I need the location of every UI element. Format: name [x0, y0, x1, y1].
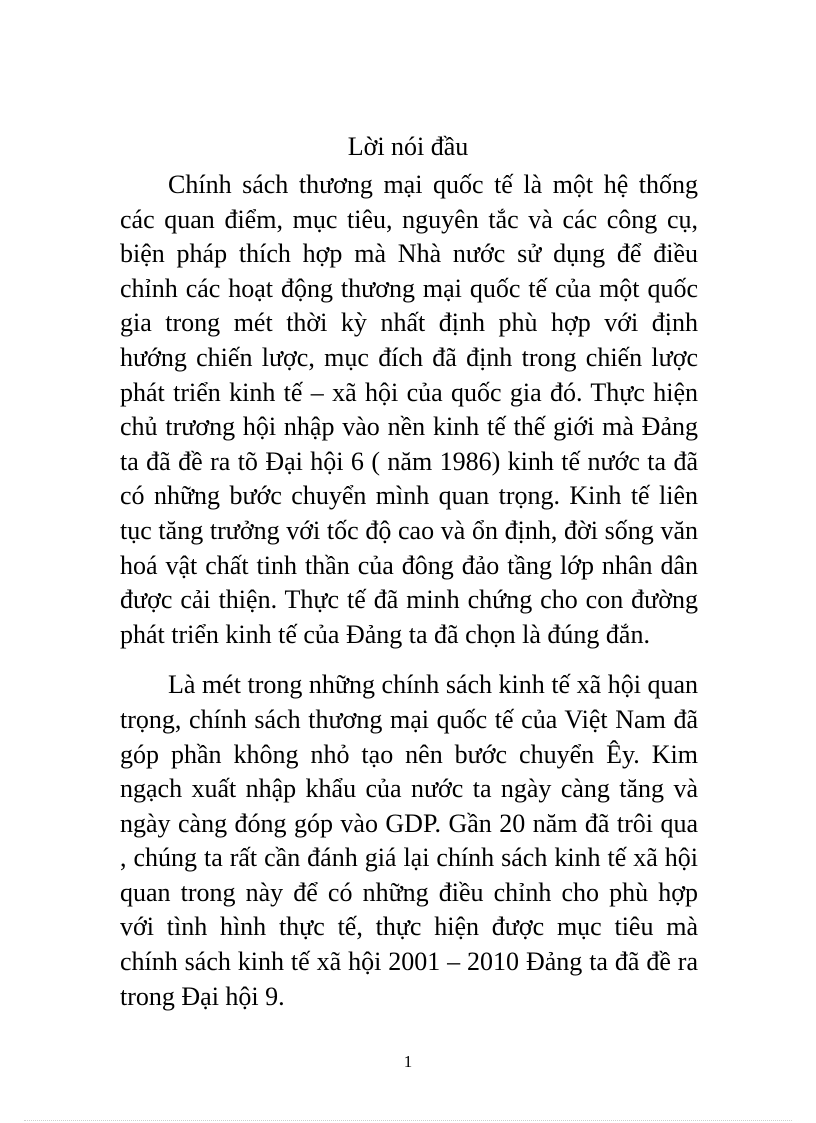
- page-number: 1: [403, 1052, 413, 1071]
- page-title: Lời nói đầu: [347, 132, 469, 161]
- paragraph-1: Chính sách thương mại quốc tế là một hệ thống các quan điểm, mục tiêu, nguyên tắc và các công cụ, biện pháp thích hợp mà Nhà nước sử dụng để điều chỉnh các hoạt động thương mại quốc tế của một quốc gia trong mét thời kỳ nhất định phù hợp với định hướng chiến lược, mục đích đã định trong chiến lược phát triển kinh tế – xã hội của quốc gia đó. Thực hiện chủ trương hội nhập vào nền kinh tế thế giới mà Đảng ta đã đề ra tõ Đại hội 6 ( năm 1986) kinh tế nước ta đã có những bước chuyển mình quan trọng. Kinh tế liên tục tăng trưởng với tốc độ cao và ổn định, đời sống văn hoá vật chất tinh thần của đông đảo tầng lớp nhân dân được cải thiện. Thực tế đã minh chứng cho con đường phát triển kinh tế của Đảng ta đã chọn là đúng đắn.: [120, 170, 698, 649]
- paragraph-2: Là mét trong những chính sách kinh tế xã hội quan trọng, chính sách thương mại quốc tế của Việt Nam đã góp phần không nhỏ tạo nên bước chuyển Êy. Kim ngạch xuất nhập khẩu của nước ta ngày càng tăng và ngày càng đóng góp vào GDP. Gần 20 năm đã trôi qua , chúng ta rất cần đánh giá lại chính sách kinh tế xã hội quan trong này để có những điều chỉnh cho phù hợp với tình hình thực tế, thực hiện được mục tiêu mà chính sách kinh tế xã hội 2001 – 2010 Đảng ta đã đề ra trong Đại hội 9.: [120, 670, 698, 1011]
- page-bottom-border: [24, 1120, 792, 1121]
- body-text: [120, 168, 698, 1014]
